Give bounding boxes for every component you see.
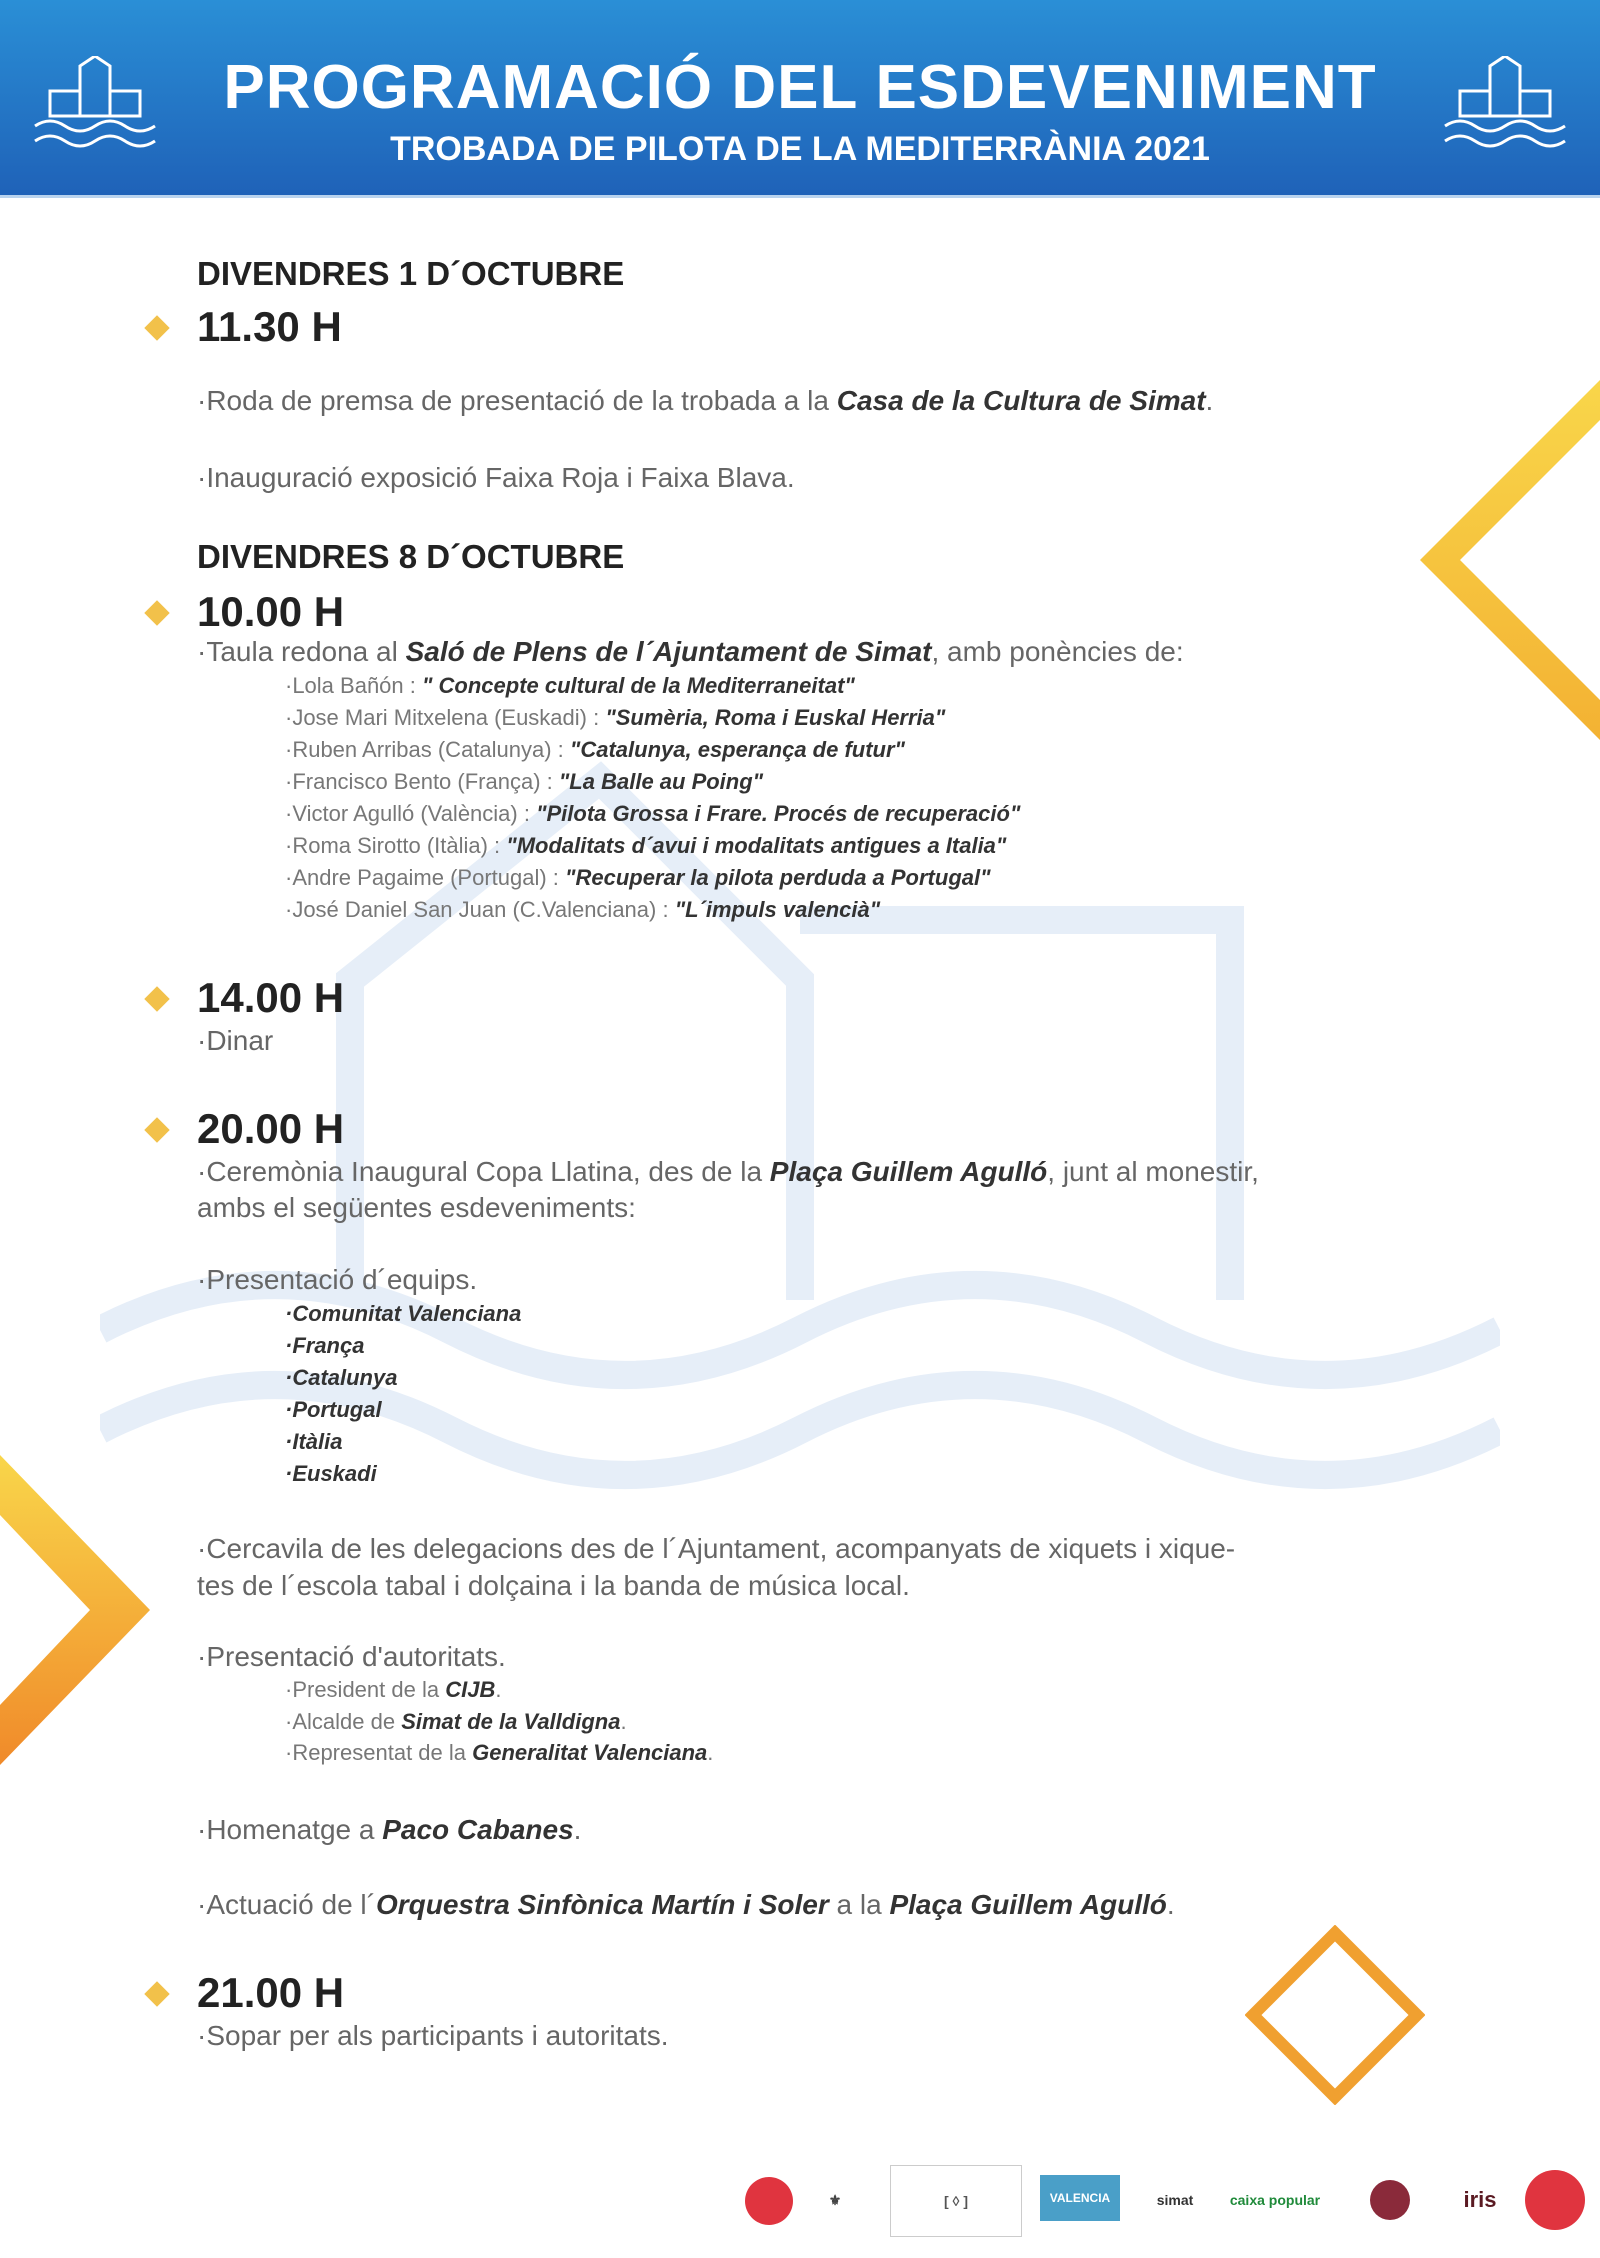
diamond-bullet-icon bbox=[144, 315, 169, 340]
simat-logo: simat bbox=[1156, 2192, 1194, 2208]
program-line bbox=[285, 1461, 377, 1487]
diamond-bullet-icon bbox=[144, 1981, 169, 2006]
text-segment: ·Roda de premsa de presentació de la trobada a la bbox=[197, 385, 837, 416]
text-segment: . bbox=[1205, 385, 1214, 416]
text-segment: ·Ceremònia Inaugural Copa Llatina, des de la bbox=[197, 1156, 770, 1187]
day-heading bbox=[197, 255, 624, 293]
text-segment: "Recuperar la pilota perduda a Portugal" bbox=[565, 865, 991, 890]
text-segment: "Pilota Grossa i Frare. Procés de recuperació" bbox=[536, 801, 1021, 826]
program-line bbox=[285, 1709, 627, 1735]
program-line bbox=[197, 1156, 1259, 1188]
sponsor-logo-icon bbox=[745, 2177, 793, 2225]
program-line bbox=[285, 1429, 342, 1455]
program-line bbox=[285, 1397, 382, 1423]
text-segment: ·Presentació d'autoritats. bbox=[197, 1641, 506, 1672]
text-segment: "Sumèria, Roma i Euskal Herria" bbox=[605, 705, 946, 730]
text-segment: ·Taula redona al bbox=[197, 636, 406, 667]
text-segment: ·Andre Pagaime (Portugal) : bbox=[285, 865, 566, 890]
program-line bbox=[285, 897, 880, 923]
text-segment: ambs el següentes esdeveniments: bbox=[197, 1192, 636, 1223]
generalitat-logo-icon: ⚜ bbox=[828, 2191, 842, 2208]
text-segment: ·Presentació d´equips. bbox=[197, 1264, 478, 1295]
program-line bbox=[197, 1889, 1175, 1921]
text-segment: ·President de la bbox=[285, 1677, 446, 1702]
text-segment: a la bbox=[828, 1889, 890, 1920]
text-segment: ·França bbox=[285, 1333, 365, 1358]
text-segment: 21.00 H bbox=[197, 1969, 345, 2016]
sponsor-logo-icon bbox=[1525, 2170, 1585, 2230]
program-line bbox=[285, 737, 905, 763]
text-segment: ·Sopar per als participants i autoritats. bbox=[197, 2020, 669, 2051]
program-line bbox=[197, 636, 1184, 668]
day-heading bbox=[197, 538, 624, 576]
text-segment: 11.30 H bbox=[197, 303, 342, 350]
program-line bbox=[285, 673, 855, 699]
orange-diamond-decoration bbox=[1245, 1925, 1425, 2105]
time-heading bbox=[197, 1105, 344, 1153]
sponsor-logo-icon bbox=[1340, 2165, 1440, 2235]
text-segment: Simat de la Valldigna bbox=[401, 1709, 621, 1734]
time-heading bbox=[197, 1969, 344, 2017]
valencia-logo: VALENCIA bbox=[1040, 2175, 1120, 2221]
program-line bbox=[285, 1740, 713, 1766]
program-line bbox=[197, 1192, 636, 1224]
time-heading bbox=[197, 974, 344, 1022]
text-segment: DIVENDRES 8 D´OCTUBRE bbox=[197, 538, 625, 575]
program-line bbox=[285, 705, 945, 731]
text-segment: ·Inauguració exposició Faixa Roja i Faixa Blava. bbox=[197, 462, 795, 493]
text-segment: "Catalunya, esperança de futur" bbox=[569, 737, 905, 762]
text-segment: , amb ponències de: bbox=[931, 636, 1184, 667]
text-segment: ·Francisco Bento (França) : bbox=[285, 769, 559, 794]
text-segment: Plaça Guillem Agulló bbox=[889, 1889, 1167, 1920]
text-segment: 20.00 H bbox=[197, 1105, 345, 1152]
text-segment: . bbox=[573, 1814, 582, 1845]
text-segment: ·Homenatge a bbox=[197, 1814, 383, 1845]
text-segment: ·Ruben Arribas (Catalunya) : bbox=[285, 737, 570, 762]
text-segment: ·Cercavila de les delegacions des de l´Ajuntament, acompanyats de xiquets i xique- bbox=[197, 1533, 1236, 1564]
sponsor-logos bbox=[740, 2165, 1590, 2245]
program-line bbox=[197, 1533, 1235, 1565]
text-segment: ·Portugal bbox=[285, 1397, 382, 1422]
text-segment: Saló de Plens de l´Ajuntament de Simat bbox=[405, 636, 932, 667]
program-line bbox=[197, 2020, 669, 2052]
program-line bbox=[197, 1264, 477, 1296]
text-segment: 14.00 H bbox=[197, 974, 345, 1021]
program-line bbox=[285, 833, 1006, 859]
caixa-popular-logo: caixa popular bbox=[1229, 2192, 1321, 2208]
program-line bbox=[285, 1365, 397, 1391]
text-segment: Paco Cabanes bbox=[382, 1814, 574, 1845]
text-segment: ·Victor Agulló (València) : bbox=[285, 801, 537, 826]
text-segment: Generalitat Valenciana bbox=[472, 1740, 708, 1765]
text-segment: " Concepte cultural de la Mediterraneitat" bbox=[421, 673, 855, 698]
text-segment: ·Comunitat Valenciana bbox=[285, 1301, 522, 1326]
text-segment: ·Lola Bañón : bbox=[285, 673, 422, 698]
yellow-chevron-decoration bbox=[1410, 380, 1600, 740]
text-segment: , junt al monestir, bbox=[1047, 1156, 1259, 1187]
text-segment: Plaça Guillem Agulló bbox=[769, 1156, 1048, 1187]
text-segment: Orquestra Sinfònica Martín i Soler bbox=[375, 1889, 829, 1920]
text-segment: ·Catalunya bbox=[285, 1365, 398, 1390]
text-segment: . bbox=[495, 1677, 502, 1702]
program-line bbox=[197, 1641, 506, 1673]
orange-chevron-decoration bbox=[0, 1455, 160, 1765]
text-segment: ·Dinar bbox=[197, 1025, 274, 1056]
sponsor-logo-icon: [ ◊ ] bbox=[890, 2165, 1022, 2237]
program-line bbox=[197, 1814, 581, 1846]
text-segment: "La Balle au Poing" bbox=[558, 769, 764, 794]
program-line bbox=[285, 1677, 501, 1703]
text-segment: DIVENDRES 1 D´OCTUBRE bbox=[197, 255, 625, 292]
program-line bbox=[197, 385, 1213, 417]
time-heading bbox=[197, 303, 342, 351]
program-line bbox=[285, 801, 1020, 827]
text-segment: CIJB bbox=[445, 1677, 496, 1702]
program-line bbox=[285, 769, 763, 795]
text-segment: . bbox=[1166, 1889, 1175, 1920]
program-line bbox=[197, 1570, 910, 1602]
program-line bbox=[197, 1025, 273, 1057]
text-segment: 10.00 H bbox=[197, 588, 345, 635]
text-segment: . bbox=[707, 1740, 714, 1765]
time-heading bbox=[197, 588, 344, 636]
text-segment: ·Itàlia bbox=[285, 1429, 343, 1454]
text-segment: "Modalitats d´avui i modalitats antigues a Italia" bbox=[506, 833, 1007, 858]
program-line bbox=[285, 1333, 364, 1359]
text-segment: ·Jose Mari Mitxelena (Euskadi) : bbox=[285, 705, 606, 730]
text-segment: tes de l´escola tabal i dolçaina i la banda de música local. bbox=[197, 1570, 910, 1601]
text-segment: . bbox=[620, 1709, 627, 1734]
text-segment: "L´impuls valencià" bbox=[674, 897, 881, 922]
program-line bbox=[285, 865, 991, 891]
text-segment: ·Euskadi bbox=[285, 1461, 377, 1486]
page-title: PROGRAMACIÓ DEL ESDEVENIMENT bbox=[223, 53, 1377, 122]
text-segment: ·Alcalde de bbox=[285, 1709, 402, 1734]
program-line bbox=[197, 462, 795, 494]
iris-logo: iris bbox=[1463, 2187, 1497, 2212]
program-line bbox=[285, 1301, 521, 1327]
text-segment: Casa de la Cultura de Simat bbox=[836, 385, 1206, 416]
text-segment: ·Actuació de l´ bbox=[197, 1889, 376, 1920]
header-banner bbox=[0, 0, 1600, 198]
text-segment: ·José Daniel San Juan (C.Valenciana) : bbox=[285, 897, 675, 922]
text-segment: ·Roma Sirotto (Itàlia) : bbox=[285, 833, 507, 858]
page-subtitle: TROBADA DE PILOTA DE LA MEDITERRÀNIA 2021 bbox=[390, 130, 1210, 168]
text-segment: ·Representat de la bbox=[285, 1740, 473, 1765]
